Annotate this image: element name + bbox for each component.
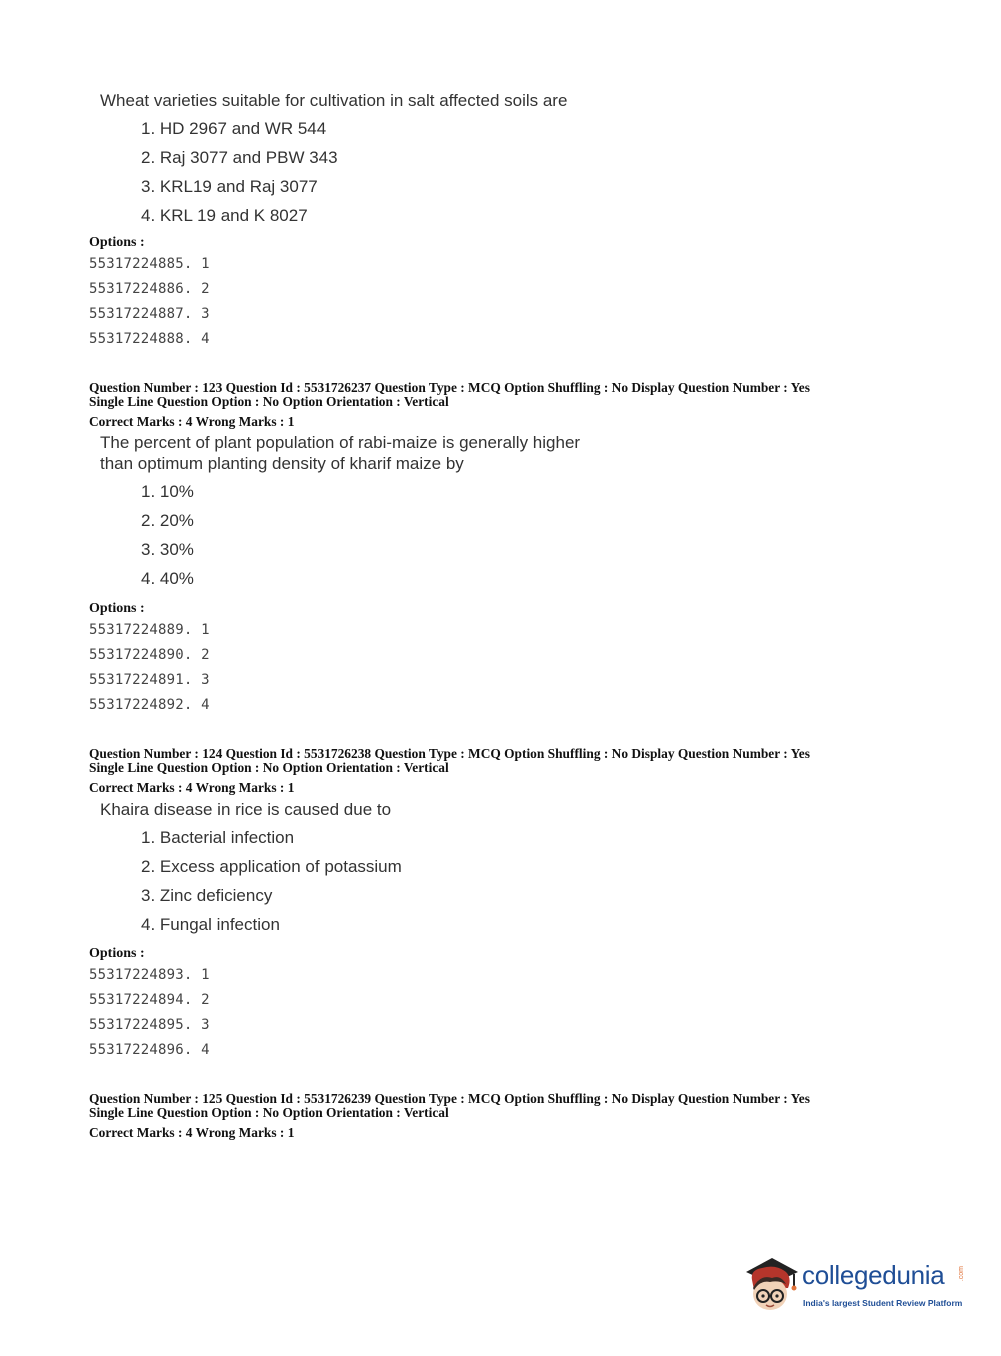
options-label: Options :: [89, 235, 145, 250]
question-meta: Question Number : 123 Question Id : 5531726237 Question Type : MCQ Option Shuffling : No Display Question Number : Yes: [89, 380, 810, 395]
question-text: Khaira disease in rice is caused due to: [100, 800, 392, 819]
choice-2: 2. Raj 3077 and PBW 343: [141, 148, 338, 167]
question-text: Wheat varieties suitable for cultivation in salt affected soils are: [100, 91, 568, 110]
option-id-1: 55317224889. 1: [89, 622, 210, 638]
logo-domain: .com: [958, 1266, 965, 1282]
question-meta: Question Number : 124 Question Id : 5531726238 Question Type : MCQ Option Shuffling : No Display Question Number : Yes: [89, 746, 810, 761]
option-id-2: 55317224886. 2: [89, 281, 210, 297]
choice-2: 2. Excess application of potassium: [141, 857, 402, 876]
option-id-3: 55317224891. 3: [89, 672, 210, 688]
option-id-4: 55317224896. 4: [89, 1042, 210, 1058]
choice-3: 3. KRL19 and Raj 3077: [141, 177, 318, 196]
question-marks: Correct Marks : 4 Wrong Marks : 1: [89, 780, 295, 795]
logo-wordmark: collegedunia: [802, 1260, 945, 1290]
choice-4: 4. 40%: [141, 569, 194, 588]
choice-1: 1. HD 2967 and WR 544: [141, 119, 327, 138]
options-label: Options :: [89, 946, 145, 961]
question-meta-2: Single Line Question Option : No Option Orientation : Vertical: [89, 394, 449, 409]
option-id-3: 55317224895. 3: [89, 1017, 210, 1033]
option-id-4: 55317224888. 4: [89, 331, 210, 347]
logo-tagline: India's largest Student Review Platform: [803, 1298, 963, 1308]
question-meta-2: Single Line Question Option : No Option Orientation : Vertical: [89, 760, 449, 775]
question-meta: Question Number : 125 Question Id : 5531726239 Question Type : MCQ Option Shuffling : No Display Question Number : Yes: [89, 1091, 810, 1106]
option-id-3: 55317224887. 3: [89, 306, 210, 322]
options-label: Options :: [89, 601, 145, 616]
choice-3: 3. 30%: [141, 540, 194, 559]
option-id-2: 55317224890. 2: [89, 647, 210, 663]
mascot-icon: [742, 1250, 802, 1316]
option-id-2: 55317224894. 2: [89, 992, 210, 1008]
question-meta-2: Single Line Question Option : No Option Orientation : Vertical: [89, 1105, 449, 1120]
question-text-line-2: than optimum planting density of kharif maize by: [100, 454, 464, 473]
option-id-4: 55317224892. 4: [89, 697, 210, 713]
choice-2: 2. 20%: [141, 511, 194, 530]
question-text-line-1: The percent of plant population of rabi-maize is generally higher: [100, 433, 581, 452]
choice-3: 3. Zinc deficiency: [141, 886, 273, 905]
question-marks: Correct Marks : 4 Wrong Marks : 1: [89, 414, 295, 429]
option-id-1: 55317224893. 1: [89, 967, 210, 983]
choice-1: 1. Bacterial infection: [141, 828, 295, 847]
collegedunia-logo: [742, 1250, 972, 1320]
choice-4: 4. Fungal infection: [141, 915, 280, 934]
option-id-1: 55317224885. 1: [89, 256, 210, 272]
choice-4: 4. KRL 19 and K 8027: [141, 206, 308, 225]
question-marks: Correct Marks : 4 Wrong Marks : 1: [89, 1125, 295, 1140]
choice-1: 1. 10%: [141, 482, 194, 501]
